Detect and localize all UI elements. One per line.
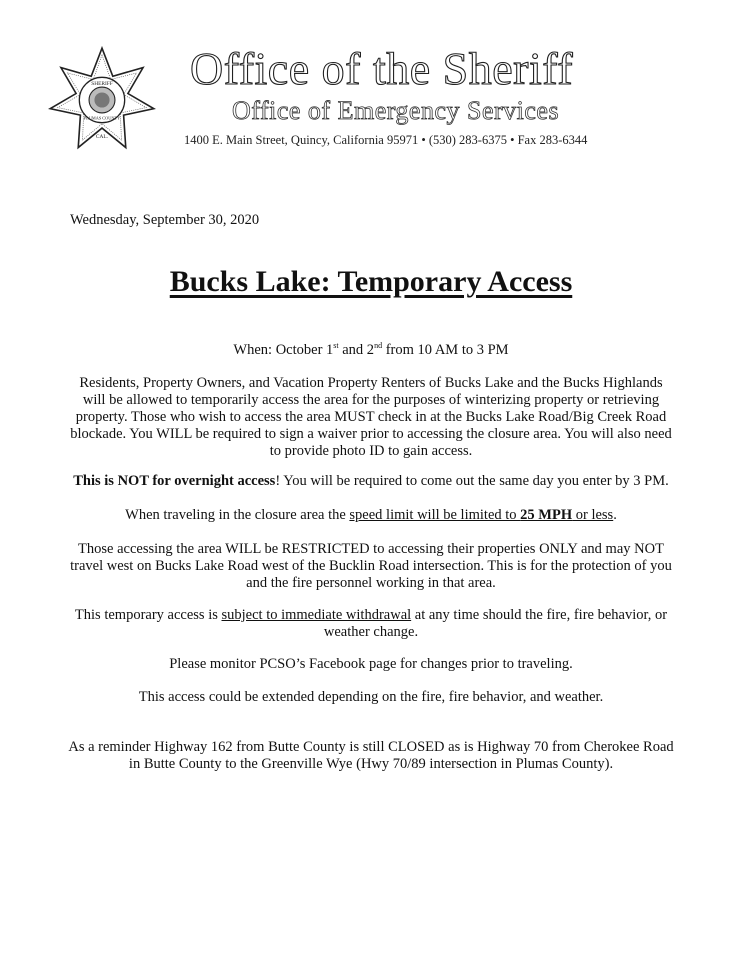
access-paragraph: Residents, Property Owners, and Vacation Property Renters of Bucks Lake and the Bucks Highlands will be allowed to temporarily access the area for the purposes of winterizing property or retrieving property. Those who wish to access the area MUST check in at the Bucks Lake Road/Big Creek Road blockade. You WILL be required to sign a waiver prior to accessing the closure area. You will also need to provide photo ID to gain access. <box>70 375 672 459</box>
badge-cal-text: CAL. <box>95 133 109 140</box>
department-name: Office of Emergency Services <box>232 96 560 125</box>
overnight-notice: This is NOT for overnight access! You will be required to come out the same day you enter by 3 PM. <box>73 473 669 489</box>
speed-limit-notice: When traveling in the closure area the speed limit will be limited to 25 MPH or less. <box>125 507 617 523</box>
when-line: When: October 1st and 2nd from 10 AM to 3 PM <box>233 341 509 358</box>
organization-name: Office of the Sheriff <box>190 43 574 94</box>
extension-notice: This access could be extended depending on the fire, fire behavior, and weather. <box>138 689 604 705</box>
badge-sheriff-text: SHERIFF <box>91 80 113 87</box>
highway-reminder: As a reminder Highway 162 from Butte County is still CLOSED as is Highway 70 from Cherokee Road in Butte County to the Greenville Wye (Hwy 70/89 intersection in Plumas County). <box>68 739 674 772</box>
restriction-paragraph: Those accessing the area WILL be RESTRICTED to accessing their properties ONLY and may NOT travel west on Bucks Lake Road west of the Bucklin Road intersection. This is for the protection of you and the fire personnel working in that area. <box>70 541 672 591</box>
address-line: 1400 E. Main Street, Quincy, California 95971 • (530) 283-6375 • Fax 283-6344 <box>184 133 588 147</box>
badge-county-text: PLUMAS COUNTY <box>83 115 121 121</box>
withdrawal-notice: This temporary access is subject to immediate withdrawal at any time should the fire, fire behavior, or weather change. <box>74 607 668 640</box>
document-date: Wednesday, September 30, 2020 <box>70 212 260 228</box>
document-title: Bucks Lake: Temporary Access <box>169 265 573 298</box>
monitor-notice: Please monitor PCSO’s Facebook page for changes prior to traveling. <box>169 656 573 672</box>
sheriff-badge-logo <box>48 46 156 154</box>
